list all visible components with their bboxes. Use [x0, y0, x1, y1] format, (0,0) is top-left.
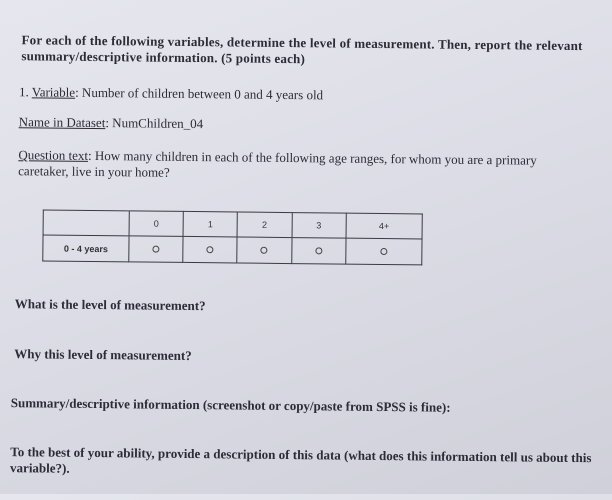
grid-column-header: 0 [129, 211, 183, 237]
summary-question: Summary/descriptive information (screenshot or copy/paste from SPSS is fine): [10, 395, 451, 415]
grid-column-header: 4+ [346, 213, 423, 239]
radio-button-2[interactable] [261, 246, 268, 253]
instructions: For each of the following variables, determine the level of measurement. Then, report the relevant summary/descriptive information. (5 points each) [21, 32, 583, 67]
question-label: Question text [18, 147, 89, 163]
description-question: To the best of your ability, provide a description of this data (what does this information tell us about this variable?). [10, 444, 592, 476]
question-text-line [18, 147, 588, 185]
grid-corner-cell [43, 210, 129, 236]
radio-button-4plus[interactable] [380, 247, 387, 254]
radio-button-1[interactable] [207, 246, 214, 253]
grid-cell [183, 236, 237, 263]
response-grid [42, 209, 423, 265]
item-number: 1. [18, 84, 29, 100]
grid-cell [291, 238, 345, 265]
dataset-name-line [19, 114, 204, 132]
variable-line [19, 84, 323, 103]
grid-cell [345, 238, 422, 265]
grid-cell [237, 237, 291, 264]
variable-value: : Number of children between 0 and 4 years old [75, 84, 324, 103]
radio-button-0[interactable] [152, 245, 159, 252]
question-value: : How many children in each of the following age ranges, for whom you are a primary caretaker, live in your home? [18, 147, 537, 180]
why-question: Why this level of measurement? [14, 346, 192, 364]
grid-column-header: 2 [237, 212, 291, 238]
dataset-value: : NumChildren_04 [105, 115, 204, 132]
grid-column-header: 1 [183, 211, 237, 237]
level-question: What is the level of measurement? [14, 296, 206, 314]
grid-column-header: 3 [292, 213, 346, 239]
grid-row [43, 235, 422, 265]
radio-button-3[interactable] [315, 247, 322, 254]
grid-row-label: 0 - 4 years [43, 235, 129, 262]
grid-cell [129, 236, 183, 263]
dataset-label: Name in Dataset [18, 114, 106, 131]
variable-label: Variable [31, 84, 76, 100]
